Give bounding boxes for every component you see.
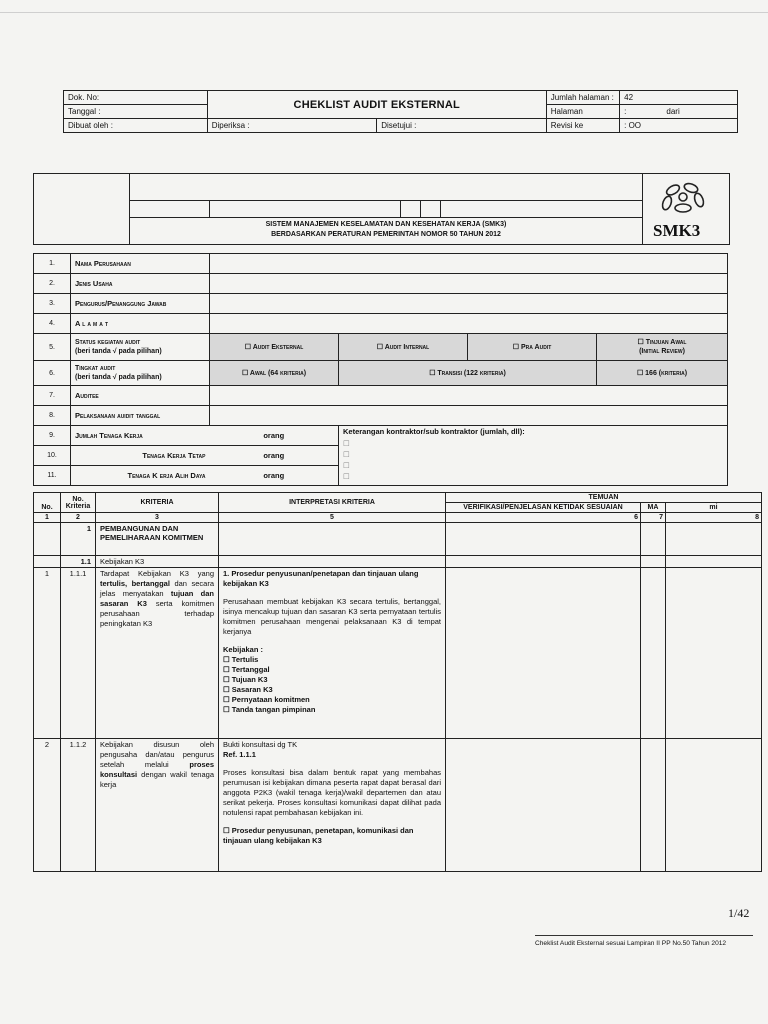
scan-top-line xyxy=(0,12,768,13)
check-tertulis[interactable]: ☐ Tertulis xyxy=(223,655,259,664)
info-number: 1. xyxy=(34,254,71,274)
info-number: 4. xyxy=(34,314,71,334)
ma-field[interactable] xyxy=(641,568,666,739)
col-number: 2 xyxy=(61,513,96,523)
col-mi: mi xyxy=(666,503,762,513)
tingkat-row xyxy=(34,361,728,386)
empty-cell xyxy=(641,556,666,568)
criteria-header-row xyxy=(34,493,762,503)
system-line-2: BERDASARKAN PERATURAN PEMERINTAH NOMOR 50 TAHUN 2012 xyxy=(271,231,501,238)
pengurus-field[interactable] xyxy=(210,294,728,314)
col-no: No. xyxy=(34,493,61,513)
lanjutan-checkbox[interactable]: ☐ 166 (kriteria) xyxy=(597,361,728,386)
col-interpretasi: INTERPRETASI KRITERIA xyxy=(219,493,446,513)
col-number: 8 xyxy=(666,513,762,523)
unit-orang: orang xyxy=(210,466,339,486)
jenis-usaha-field[interactable] xyxy=(210,274,728,294)
interp-body: Proses konsultasi bisa dalam bentuk rapat yang membahas perumusan isi kebijakan dimana peserta rapat dapat berasal dari anggota P2K3 (wakil tenaga kerja)/wakil departemen dan atau serikat pekerja. Proses konsultasi komunikasi dapat dilihat pada notulensi rapat pembahasan kebijakan ini. xyxy=(223,768,441,817)
system-cell xyxy=(400,200,421,217)
item-code: 1.1.2 xyxy=(61,739,96,872)
interp-line: Bukti konsultasi dg TK xyxy=(223,740,298,749)
info-label: Tenaga K erja Alih Daya xyxy=(71,466,210,486)
criteria-row xyxy=(34,739,762,872)
col-temuan: TEMUAN xyxy=(446,493,762,503)
mi-field[interactable] xyxy=(666,739,762,872)
tinjuan-awal-label: ☐ Tinjuan Awal xyxy=(637,339,687,346)
item-number: 2 xyxy=(34,739,61,872)
empty-cell xyxy=(641,523,666,556)
interp-body: Perusahaan membuat kebijakan K3 secara tertulis, bertanggal, isinya mencakup tujuan dan sasaran K3 serta pernyataan tertulis komitmen perusahaan mengenai pelaksanaan K3 di tempat kerjanya xyxy=(223,597,441,636)
info-row xyxy=(34,406,728,426)
info-label: Nama Perusahaan xyxy=(71,254,210,274)
info-number: 6. xyxy=(34,361,71,386)
subsection-title: Kebijakan K3 xyxy=(96,556,219,568)
col-kriteria: KRITERIA xyxy=(96,493,219,513)
col-ma: MA xyxy=(641,503,666,513)
tingkat-title: Tingkat audit xyxy=(75,365,116,372)
company-info-table xyxy=(33,253,728,486)
col-number: 1 xyxy=(34,513,61,523)
criteria-row xyxy=(34,568,762,739)
tingkat-hint: (beri tanda √ pada pilihan) xyxy=(75,374,162,381)
col-no-kriteria: No. Kriteria xyxy=(61,493,96,513)
section-row xyxy=(34,523,762,556)
empty-cell xyxy=(219,556,446,568)
revisi-label: Revisi ke xyxy=(546,119,619,133)
initial-review-label: (Initial Review) xyxy=(639,348,685,355)
info-number: 7. xyxy=(34,386,71,406)
kebijakan-label: Kebijakan : xyxy=(223,645,264,654)
empty-cell xyxy=(219,523,446,556)
criteria-number-row xyxy=(34,513,762,523)
item-kriteria: Tardapat Kebijakan K3 yang tertulis, bertanggal dan secara jelas menyatakan tujuan dan sasaran K3 serta komitmen perusahaan terhadap peningkatan K3 xyxy=(96,568,219,739)
jumlah-halaman-label: Jumlah halaman : xyxy=(546,91,619,105)
diperiksa: Diperiksa : xyxy=(207,119,377,133)
mi-field[interactable] xyxy=(666,568,762,739)
info-label: Jenis Usaha xyxy=(71,274,210,294)
info-label: Pengurus/Penanggung Jawab xyxy=(71,294,210,314)
transisi-checkbox[interactable]: ☐ Transisi (122 kriteria) xyxy=(339,361,597,386)
item-code: 1.1.1 xyxy=(61,568,96,739)
system-box xyxy=(33,173,730,245)
section-number: 1 xyxy=(61,523,96,556)
col-number: 7 xyxy=(641,513,666,523)
system-inner xyxy=(129,174,643,244)
auditee-field[interactable] xyxy=(210,386,728,406)
check-prosedur[interactable]: ☐ Prosedur penyusunan, penetapan, komunikasi dan tinjauan ulang kebijakan K3 xyxy=(223,826,414,845)
halaman-label: Halaman xyxy=(546,105,619,119)
interp-title: 1. Prosedur penyusunan/penetapan dan tinjauan ulang kebijakan K3 xyxy=(223,569,419,588)
jumlah-halaman-value: 42 xyxy=(620,91,738,105)
check-sasaran[interactable]: ☐ Sasaran K3 xyxy=(223,685,273,694)
info-number: 8. xyxy=(34,406,71,426)
empty-cell xyxy=(446,523,641,556)
info-label: Tenaga Kerja Tetap xyxy=(71,446,210,466)
audit-internal-checkbox[interactable]: ☐ Audit Internal xyxy=(339,334,468,361)
info-number: 2. xyxy=(34,274,71,294)
info-row xyxy=(34,386,728,406)
smk3-logo-icon xyxy=(649,178,721,240)
empty-cell xyxy=(34,523,61,556)
info-label: Jumlah Tenaga Kerja xyxy=(71,426,210,446)
pelaksanaan-field[interactable] xyxy=(210,406,728,426)
tanggal: Tanggal : xyxy=(64,105,208,119)
keterangan-label: Keterangan kontraktor/sub kontraktor (jumlah, dll): xyxy=(343,427,525,436)
unit-orang: orang xyxy=(210,426,339,446)
subsection-row xyxy=(34,556,762,568)
info-number: 9. xyxy=(34,426,71,446)
subsection-number: 1.1 xyxy=(61,556,96,568)
status-row xyxy=(34,334,728,361)
status-label xyxy=(71,334,210,361)
criteria-table xyxy=(33,492,762,872)
info-row xyxy=(34,314,728,334)
halaman-value: : dari xyxy=(620,105,738,119)
empty-cell xyxy=(34,556,61,568)
tinjuan-awal-checkbox[interactable] xyxy=(597,334,728,361)
page-title: CHEKLIST AUDIT EKSTERNAL xyxy=(207,91,546,119)
pra-audit-checkbox[interactable]: ☐ Pra Audit xyxy=(468,334,597,361)
empty-cell xyxy=(446,556,641,568)
col-number: 3 xyxy=(96,513,219,523)
logo-text: SMK3 xyxy=(653,221,701,240)
system-cell xyxy=(420,200,441,217)
section-title: PEMBANGUNAN DAN PEMELIHARAAN KOMITMEN xyxy=(96,523,219,556)
alamat-field[interactable] xyxy=(210,314,728,334)
nama-perusahaan-field[interactable] xyxy=(210,254,728,274)
item-number: 1 xyxy=(34,568,61,739)
check-komitmen[interactable]: ☐ Pernyataan komitmen xyxy=(223,695,310,704)
info-row xyxy=(34,274,728,294)
item-kriteria: Kebijakan disusun oleh pengusaha dan/atau pengurus setelah melalui proses konsultasi dengan wakil tenaga kerja xyxy=(96,739,219,872)
keterangan-checkboxes: ☐ ☐ ☐ ☐ xyxy=(343,439,350,481)
empty-cell xyxy=(666,523,762,556)
info-row xyxy=(34,294,728,314)
col-number: 5 xyxy=(219,513,446,523)
verifikasi-field[interactable] xyxy=(446,568,641,739)
info-label: Pelaksanaan auidit tanggal xyxy=(71,406,210,426)
system-cell xyxy=(209,200,401,217)
item-interpretasi xyxy=(219,568,446,739)
col-number: 6 xyxy=(446,513,641,523)
check-tujuan[interactable]: ☐ Tujuan K3 xyxy=(223,675,268,684)
info-number: 3. xyxy=(34,294,71,314)
document-header xyxy=(63,90,738,133)
system-cell xyxy=(130,200,210,217)
item-interpretasi xyxy=(219,739,446,872)
dibuat-oleh: Dibuat oleh : xyxy=(64,119,208,133)
page-number: 1/42 xyxy=(728,906,750,920)
revisi-value: : OO xyxy=(620,119,738,133)
tingkat-label xyxy=(71,361,210,386)
info-number: 10. xyxy=(34,446,71,466)
empty-cell xyxy=(666,556,762,568)
status-title: Status kegiatan audit xyxy=(75,339,141,346)
col-verifikasi: VERIFIKASI/PENJELASAN KETIDAK SESUAIAN xyxy=(446,503,641,513)
unit-orang: orang xyxy=(210,446,339,466)
info-label: A l a m a t xyxy=(71,314,210,334)
system-name xyxy=(130,220,642,240)
audit-eksternal-checkbox[interactable]: ☐ Audit Eksternal xyxy=(210,334,339,361)
info-row xyxy=(34,426,728,446)
footer-text: Cheklist Audit Eksternal sesuai Lampiran II PP No.50 Tahun 2012 xyxy=(535,940,727,947)
ma-field[interactable] xyxy=(641,739,666,872)
verifikasi-field[interactable] xyxy=(446,739,641,872)
info-row xyxy=(34,254,728,274)
keterangan-box[interactable] xyxy=(339,426,728,486)
interp-ref: Ref. 1.1.1 xyxy=(223,750,256,759)
awal-checkbox[interactable]: ☐ Awal (64 kriteria) xyxy=(210,361,339,386)
footer-divider xyxy=(535,935,753,936)
dok-no: Dok. No: xyxy=(64,91,208,105)
system-blank-row xyxy=(130,174,642,201)
info-label: Auditee xyxy=(71,386,210,406)
status-hint: (beri tanda √ pada pilihan) xyxy=(75,348,162,355)
system-cell-row xyxy=(130,200,642,218)
info-number: 11. xyxy=(34,466,71,486)
system-line-1: SISTEM MANAJEMEN KESELAMATAN DAN KESEHATAN KERJA (SMK3) xyxy=(265,221,507,228)
check-tertanggal[interactable]: ☐ Tertanggal xyxy=(223,665,270,674)
info-number: 5. xyxy=(34,334,71,361)
check-tanda-tangan[interactable]: ☐ Tanda tangan pimpinan xyxy=(223,705,316,714)
disetujui: Disetujui : xyxy=(377,119,547,133)
